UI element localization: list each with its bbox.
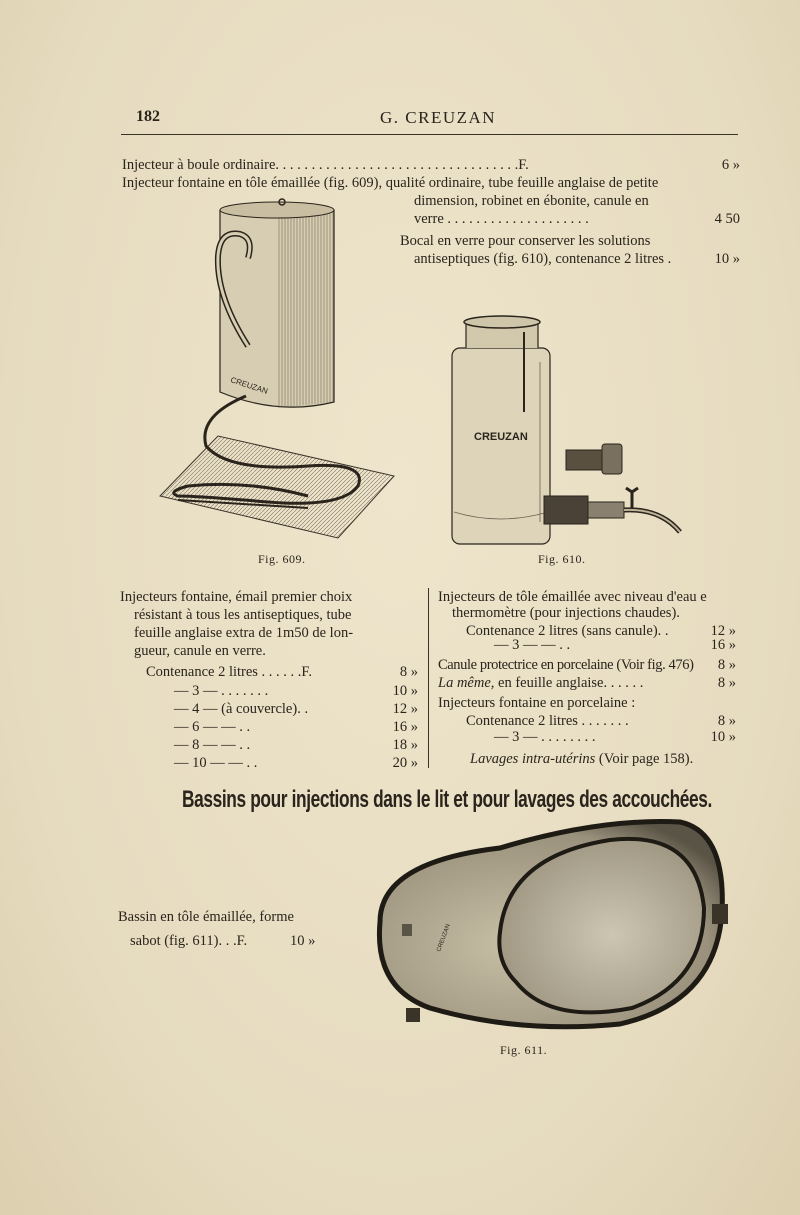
right-row-price: 10 »: [710, 729, 736, 745]
entry-injecteur-fontaine-cont: dimension, robinet en ébonite, canule en: [414, 193, 649, 209]
page-number: 182: [136, 108, 160, 125]
la-meme-rest: en feuille anglaise. . . . . .: [494, 675, 644, 691]
column-divider: [428, 588, 429, 768]
price-bocal: 10 »: [714, 251, 740, 267]
left-desc-3: feuille anglaise extra de 1m50 de lon-: [134, 625, 354, 641]
right-desc-1: Injecteurs de tôle émaillée avec niveau d'eau e: [438, 589, 707, 605]
bassin-desc-2: sabot (fig. 611). . .F.: [130, 933, 248, 949]
running-title: G. CREUZAN: [380, 108, 497, 127]
right-row-label: Contenance 2 litres . . . . . . .: [466, 713, 629, 729]
la-meme-italic: La même,: [438, 675, 495, 691]
bassin-desc-1: Bassin en tôle émaillée, forme: [118, 909, 294, 925]
left-row-label: — 3 — . . . . . . .: [174, 683, 269, 699]
right-lavages: [470, 750, 693, 768]
right-row-label: — 3 — — . .: [494, 637, 571, 653]
left-row-price: 16 »: [392, 719, 418, 735]
left-row-price: 8 »: [399, 664, 418, 680]
left-row-label: — 6 — — . .: [174, 719, 251, 735]
left-row-label: Contenance 2 litres . . . . . .F.: [146, 664, 312, 680]
fig-610-illustration: [440, 312, 690, 548]
entry-injecteur-fontaine: Injecteur fontaine en tôle émaillée (fig. 609), qualité ordinaire, tube feuille anglaise de petite: [122, 175, 659, 191]
lavages-italic: Lavages intra-utérins: [470, 751, 596, 767]
left-row-label: — 4 — (à couvercle). .: [174, 701, 309, 717]
left-row-price: 20 »: [392, 755, 418, 771]
entry-bocal-cont: antiseptiques (fig. 610), contenance 2 litres .: [414, 251, 672, 267]
fig-611-illustration: [360, 812, 730, 1034]
left-desc-1: Injecteurs fontaine, émail premier choix: [120, 589, 353, 605]
right-row-la-meme: [438, 674, 643, 692]
right-row-price: 8 »: [717, 713, 736, 729]
section-headline: Bassins pour injections dans le lit et pour lavages des accouchées.: [182, 786, 712, 813]
fig-611-caption: Fig. 611.: [500, 1043, 548, 1057]
right-row-label: — 3 — . . . . . . . .: [494, 729, 596, 745]
left-row-price: 18 »: [392, 737, 418, 753]
bassin-price: 10 »: [290, 933, 316, 949]
right-subheading: Injecteurs fontaine en porcelaine :: [438, 695, 636, 711]
fig-611-label: CREUZAN: [436, 923, 452, 953]
left-desc-2: résistant à tous les antiseptiques, tube: [134, 607, 352, 623]
left-row-price: 10 »: [392, 683, 418, 699]
right-row-label: Canule protectrice en porcelaine (Voir fig. 476): [438, 657, 694, 673]
price-injecteur-boule: 6 »: [721, 157, 740, 173]
price-injecteur-fontaine: 4 50: [714, 211, 740, 227]
entry-bocal: Bocal en verre pour conserver les solutions: [400, 233, 651, 249]
lavages-rest: (Voir page 158).: [595, 751, 694, 767]
right-row-price: 16 »: [710, 637, 736, 653]
fig-609-caption: Fig. 609.: [258, 552, 306, 566]
left-row-label: — 8 — — . .: [174, 737, 251, 753]
right-desc-2: thermomètre (pour injections chaudes).: [452, 605, 680, 621]
left-row-label: — 10 — — . .: [174, 755, 258, 771]
right-row-price: 12 »: [710, 623, 736, 639]
entry-injecteur-fontaine-end: verre . . . . . . . . . . . . . . . . . . . .: [414, 211, 589, 227]
fig-610-caption: Fig. 610.: [538, 552, 586, 566]
right-row-label: Contenance 2 litres (sans canule). .: [466, 623, 669, 639]
fig-610-label: CREUZAN: [474, 431, 528, 443]
header-rule: [121, 134, 738, 135]
right-row-price: 8 »: [717, 675, 736, 691]
left-row-price: 12 »: [392, 701, 418, 717]
entry-injecteur-boule: Injecteur à boule ordinaire. . . . . . . . . . . . . . . . . . . . . . . . . . . . . . . . . .F.: [122, 157, 529, 173]
fig-609-label: CREUZAN: [229, 375, 269, 396]
left-desc-4: gueur, canule en verre.: [134, 643, 266, 659]
fig-609-illustration: [158, 196, 398, 546]
right-row-price: 8 »: [717, 657, 736, 673]
